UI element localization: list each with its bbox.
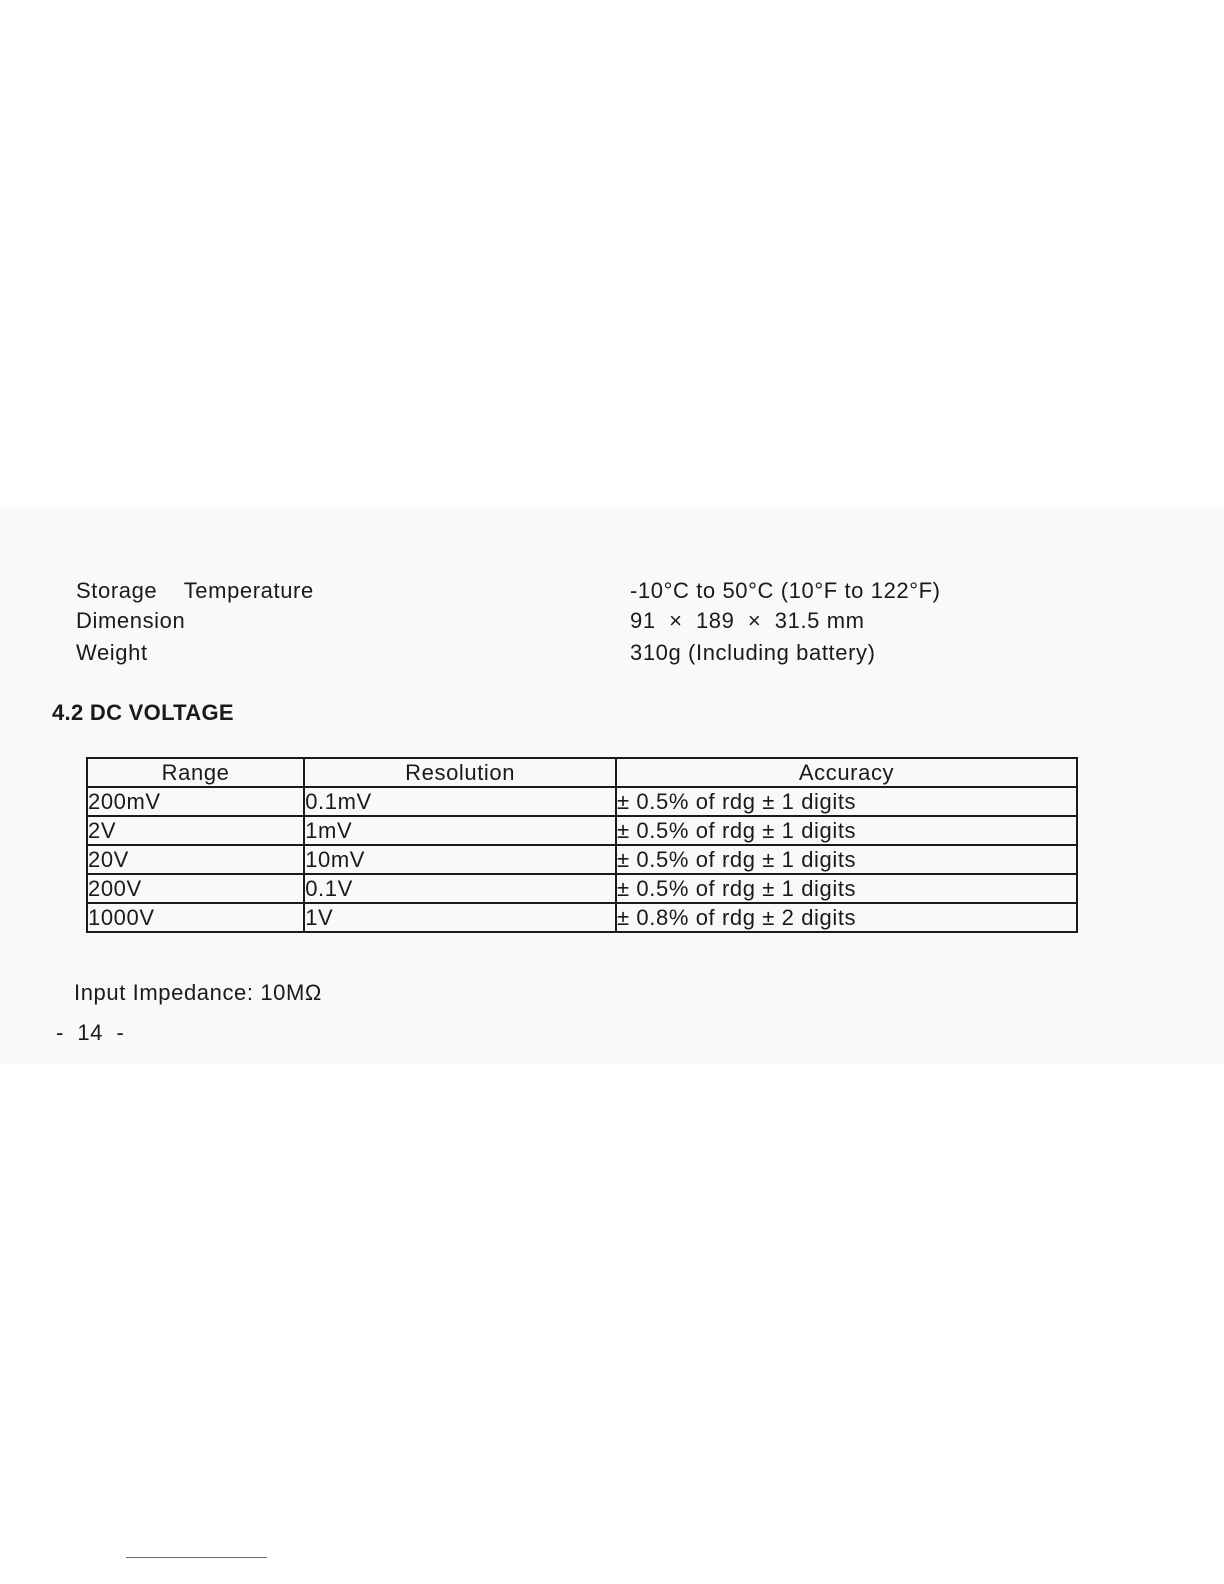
table-row xyxy=(87,845,1077,874)
spec-value-storage-temperature: -10°C to 50°C (10°F to 122°F) xyxy=(630,578,941,603)
cell-range: 1000V xyxy=(87,903,304,932)
cell-resolution: 1V xyxy=(304,903,616,932)
spec-label-dimension: Dimension xyxy=(76,608,186,633)
spec-value-weight: 310g (Including battery) xyxy=(630,640,876,665)
cell-resolution: 0.1mV xyxy=(304,787,616,816)
dc-voltage-table xyxy=(86,757,1078,933)
input-impedance-note: Input Impedance: 10MΩ xyxy=(74,980,322,1005)
cell-accuracy: ± 0.5% of rdg ± 1 digits xyxy=(616,874,1077,903)
table-row xyxy=(87,787,1077,816)
footer-rule xyxy=(126,1557,267,1558)
column-header-resolution: Resolution xyxy=(304,758,616,787)
table-row xyxy=(87,903,1077,932)
page-number: - 14 - xyxy=(56,1020,125,1045)
cell-range: 2V xyxy=(87,816,304,845)
cell-range: 200V xyxy=(87,874,304,903)
cell-range: 20V xyxy=(87,845,304,874)
column-header-accuracy: Accuracy xyxy=(616,758,1077,787)
cell-accuracy: ± 0.5% of rdg ± 1 digits xyxy=(616,787,1077,816)
cell-accuracy: ± 0.5% of rdg ± 1 digits xyxy=(616,845,1077,874)
table-row xyxy=(87,816,1077,845)
cell-range: 200mV xyxy=(87,787,304,816)
cell-accuracy: ± 0.8% of rdg ± 2 digits xyxy=(616,903,1077,932)
table-header-row xyxy=(87,758,1077,787)
column-header-range: Range xyxy=(87,758,304,787)
spec-value-dimension: 91 × 189 × 31.5 mm xyxy=(630,608,865,633)
cell-resolution: 1mV xyxy=(304,816,616,845)
spec-label-weight: Weight xyxy=(76,640,148,665)
table-row xyxy=(87,874,1077,903)
cell-resolution: 10mV xyxy=(304,845,616,874)
cell-accuracy: ± 0.5% of rdg ± 1 digits xyxy=(616,816,1077,845)
section-title: 4.2 DC VOLTAGE xyxy=(52,700,234,725)
spec-label-storage-temperature: Storage Temperature xyxy=(76,578,314,603)
cell-resolution: 0.1V xyxy=(304,874,616,903)
